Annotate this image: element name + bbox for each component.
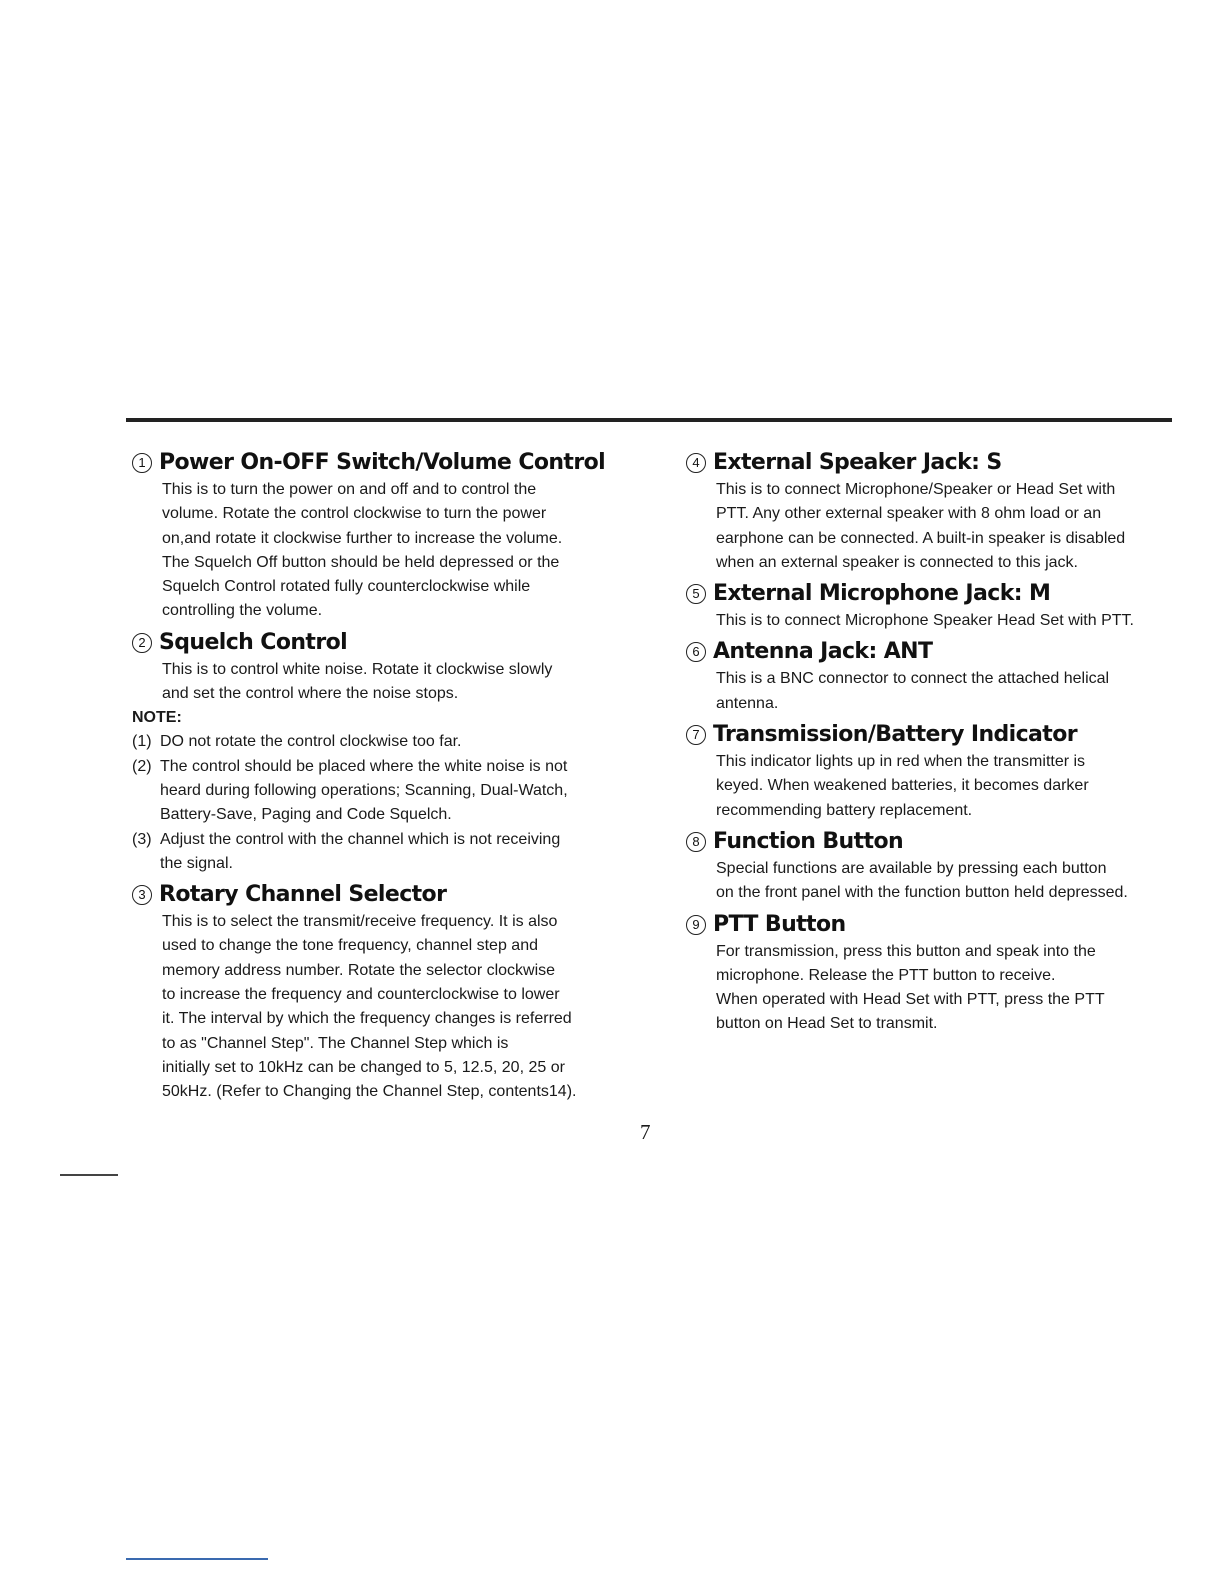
body-line: 50kHz. (Refer to Changing the Channel Step, contents14). <box>162 1083 577 1101</box>
body-line: When operated with Head Set with PTT, press the PTT <box>716 991 1105 1009</box>
note-marker: (1) <box>132 733 152 751</box>
body-line: to increase the frequency and counterclockwise to lower <box>162 986 560 1004</box>
body-line: For transmission, press this button and speak into the <box>716 942 1096 960</box>
body-line: controlling the volume. <box>162 602 323 620</box>
body-line: Special functions are available by pressing each button <box>716 859 1107 877</box>
note-line: heard during following operations; Scanning, Dual-Watch, <box>160 781 568 799</box>
section-squelch <box>132 628 642 876</box>
body-line: This is to connect Microphone Speaker Head Set with PTT. <box>716 612 1134 630</box>
section-heading <box>686 579 1186 609</box>
section-heading <box>132 448 642 478</box>
section-title: Rotary Channel Selector <box>159 882 447 908</box>
section-title: External Microphone Jack: M <box>713 581 1051 607</box>
section-function <box>686 827 1186 906</box>
section-heading <box>686 637 1186 667</box>
section-title: Antenna Jack: ANT <box>713 639 933 665</box>
body-line: keyed. When weakened batteries, it becomes darker <box>716 777 1089 795</box>
section-heading <box>686 827 1186 857</box>
note-item <box>132 755 642 828</box>
section-heading <box>686 448 1186 478</box>
body-line: used to change the tone frequency, channel step and <box>162 937 538 955</box>
body-line: This is to select the transmit/receive frequency. It is also <box>162 913 558 931</box>
circled-number: 4 <box>686 453 706 473</box>
section-indicator <box>686 720 1186 823</box>
note-line: Battery-Save, Paging and Code Squelch. <box>160 806 452 824</box>
section-body <box>686 750 1186 823</box>
body-line: recommending battery replacement. <box>716 801 973 819</box>
body-line: This is to control white noise. Rotate it clockwise slowly <box>162 660 553 678</box>
section-rotary <box>132 880 642 1104</box>
note-label: NOTE: <box>132 709 182 727</box>
section-title: External Speaker Jack: S <box>713 450 1002 475</box>
circled-number: 1 <box>132 453 152 473</box>
body-line: button on Head Set to transmit. <box>716 1015 938 1033</box>
body-line: to as "Channel Step". The Channel Step which is <box>162 1034 509 1052</box>
body-line: on,and rotate it clockwise further to increase the volume. <box>162 529 563 547</box>
section-body <box>132 658 642 707</box>
section-title: Function Button <box>713 828 904 854</box>
right-column <box>686 448 1186 1041</box>
body-line: PTT. Any other external speaker with 8 ohm load or an <box>716 505 1102 523</box>
circled-number: 2 <box>132 633 152 653</box>
body-line: and set the control where the noise stops. <box>162 685 459 703</box>
body-line: initially set to 10kHz can be changed to 5, 12.5, 20, 25 or <box>162 1058 565 1076</box>
note-marker: (2) <box>132 757 152 775</box>
note-line: The control should be placed where the white noise is not <box>160 757 568 775</box>
circled-number: 6 <box>686 642 706 662</box>
section-body <box>132 910 642 1104</box>
left-column <box>132 448 642 1109</box>
section-body <box>686 857 1186 906</box>
margin-mark <box>60 1174 118 1176</box>
section-body <box>686 609 1186 633</box>
body-line: on the front panel with the function button held depressed. <box>716 884 1128 902</box>
circled-number: 9 <box>686 915 706 935</box>
body-line: volume. Rotate the control clockwise to turn the power <box>162 505 547 523</box>
section-title: Squelch Control <box>159 629 348 655</box>
body-line: This indicator lights up in red when the transmitter is <box>716 753 1086 771</box>
note-marker: (3) <box>132 830 152 848</box>
body-line: earphone can be connected. A built-in speaker is disabled <box>716 529 1126 547</box>
body-line: This is a BNC connector to connect the attached helical <box>716 670 1110 688</box>
page-number: 7 <box>640 1120 651 1144</box>
section-heading <box>686 720 1186 750</box>
section-heading <box>686 910 1186 940</box>
section-power <box>132 448 642 624</box>
note-item <box>132 730 642 754</box>
body-line: antenna. <box>716 694 779 712</box>
section-body <box>132 478 642 624</box>
section-title: Power On-OFF Switch/Volume Control <box>159 450 606 475</box>
section-antenna <box>686 637 1186 716</box>
section-microphone <box>686 579 1186 633</box>
circled-number: 7 <box>686 725 706 745</box>
note-line: the signal. <box>160 854 233 872</box>
section-heading <box>132 628 642 658</box>
body-line: memory address number. Rotate the selector clockwise <box>162 961 556 979</box>
section-title: Transmission/Battery Indicator <box>713 722 1077 748</box>
body-line: microphone. Release the PTT button to receive. <box>716 966 1056 984</box>
top-rule <box>126 418 1172 422</box>
body-line: it. The interval by which the frequency changes is referred <box>162 1010 572 1028</box>
note-item <box>132 828 642 877</box>
body-line: when an external speaker is connected to this jack. <box>716 553 1078 571</box>
note-line: Adjust the control with the channel which is not receiving <box>160 830 561 848</box>
body-line: The Squelch Off button should be held depressed or the <box>162 553 560 571</box>
circled-number: 8 <box>686 832 706 852</box>
section-body <box>686 940 1186 1037</box>
section-title: PTT Button <box>713 911 846 937</box>
section-heading <box>132 880 642 910</box>
section-body <box>686 667 1186 716</box>
circled-number: 3 <box>132 885 152 905</box>
circled-number: 5 <box>686 584 706 604</box>
body-line: Squelch Control rotated fully counterclockwise while <box>162 578 531 596</box>
body-line: This is to turn the power on and off and to control the <box>162 481 537 498</box>
section-ptt <box>686 910 1186 1037</box>
section-body <box>686 478 1186 575</box>
body-line: This is to connect Microphone/Speaker or Head Set with <box>716 481 1116 498</box>
section-speaker <box>686 448 1186 575</box>
note-line: DO not rotate the control clockwise too far. <box>160 733 462 751</box>
bottom-mark <box>126 1558 268 1560</box>
